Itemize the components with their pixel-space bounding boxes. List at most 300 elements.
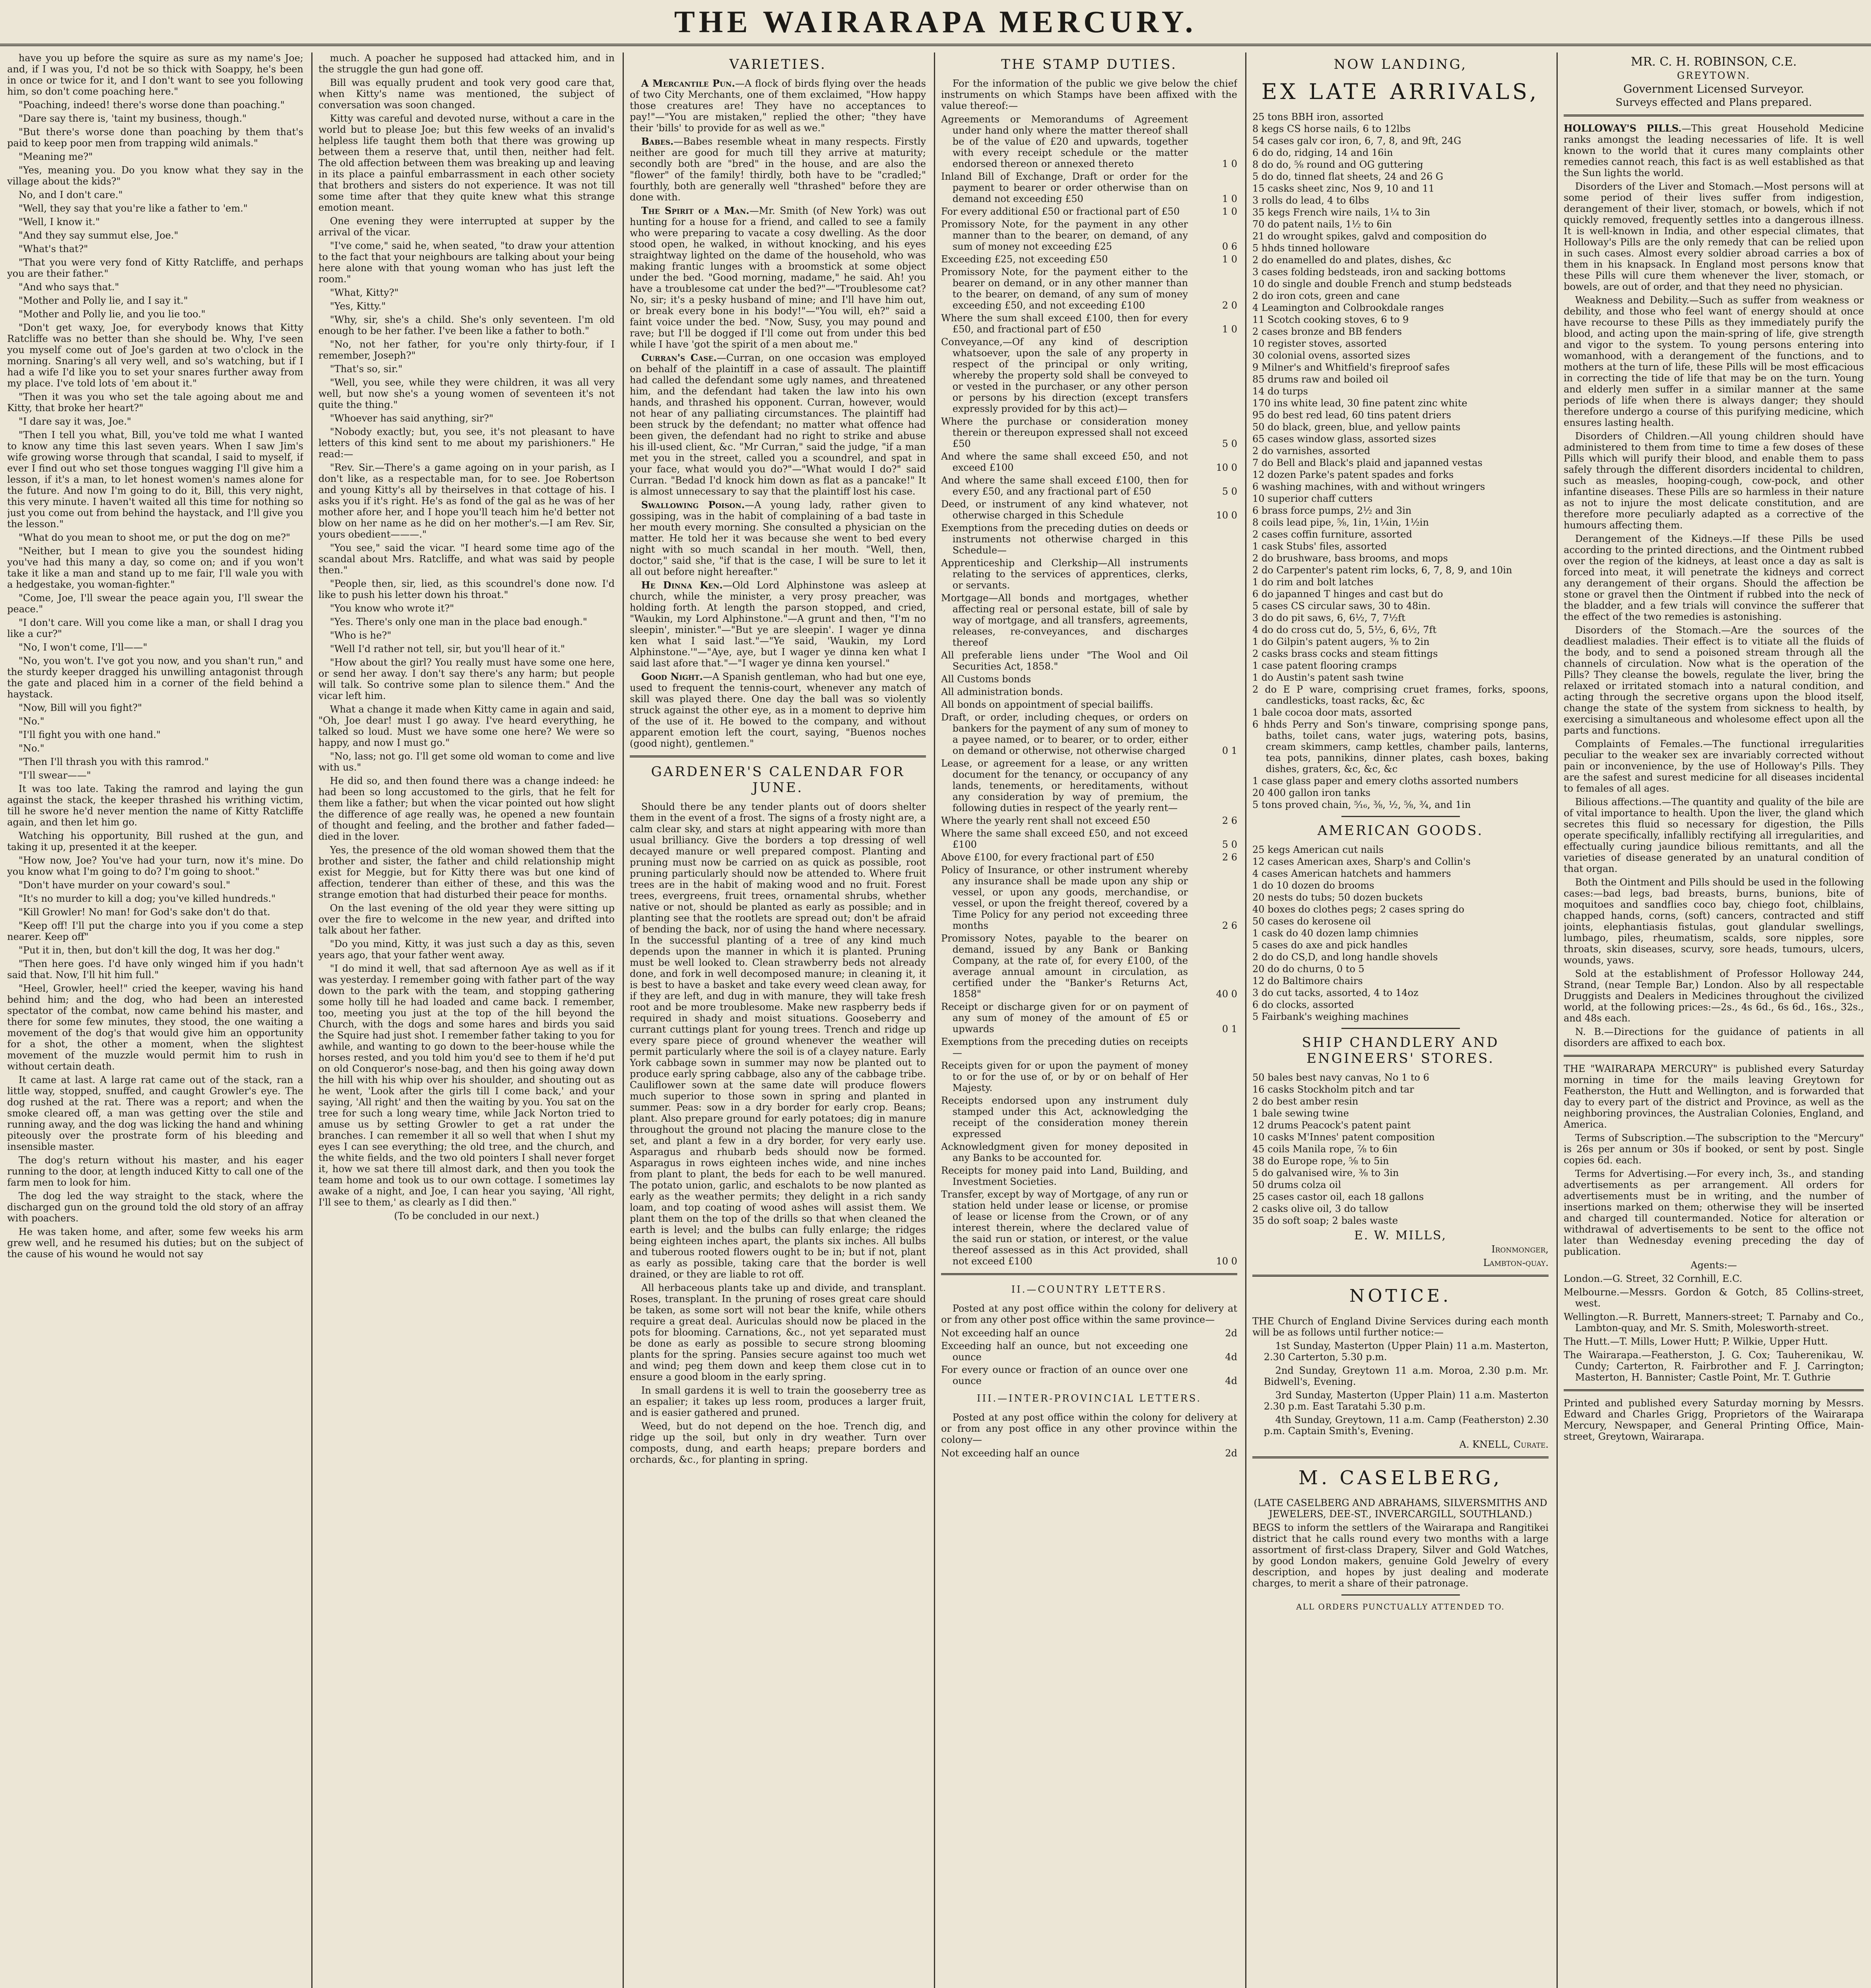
- paragraph: "Why, sir, she's a child. She's only seventeen. I'm old enough to be her father. I've been like a father to both.": [318, 314, 615, 336]
- country-rates-list: [941, 1328, 1237, 1386]
- duty-description: Conveyance,—Of any kind of description whatsoever, upon the sale of any property in respect of the principal or only writing, whereby the property sold shall be conveyed to or vested in the purchaser, or any other person or persons by his direction (except transfers expressly provided for by this act)—: [941, 336, 1188, 414]
- agents-heading: Agents:—: [1690, 1260, 1737, 1271]
- arrival-item: 8 do do, ⅝ round and OG guttering: [1252, 159, 1423, 170]
- paragraph: "Don't have murder on your coward's soul.": [18, 879, 231, 891]
- duty-amount: 1 0: [1222, 206, 1237, 217]
- american-item: 12 do Baltimore chairs: [1252, 975, 1363, 986]
- service-line: 4th Sunday, Greytown, 11 a.m. Camp (Featherston) 2.30 p.m. Captain Smith's, Evening.: [1264, 1414, 1549, 1437]
- american-item: 4 cases American hatchets and hammers: [1252, 868, 1451, 879]
- paragraph: Yes, the presence of the old woman showed them that the brother and sister, the father and child relationship might exist for Meggie, but for Kitty there was but one kind of affection, tenderer than either of these, and this was the strange emotion that had disturbed their peace for months.: [318, 845, 615, 900]
- arrival-item: 30 colonial ovens, assorted sizes: [1252, 350, 1411, 361]
- paragraph: What a change it made when Kitty came in again and said, "Oh, Joe dear! must I go away. I've heard everything, he talked so loud. Must we have some one here? We were so happy, and now I must go.": [318, 704, 615, 748]
- paragraph: "I dare say it was, Joe.": [18, 416, 132, 427]
- duty-description: Exemptions from the preceding duties on receipts—: [941, 1036, 1188, 1058]
- holloway-body: [1564, 181, 1864, 1048]
- duty-description: Mortgage—All bonds and mortgages, whether affecting real or personal estate, bill of sale by way of mortgage, and all transfers, agreements, releases, re-conveyances, and discharges thereof: [941, 592, 1188, 648]
- arrival-item: 6 do do, ridging, 14 and 16in: [1252, 147, 1393, 158]
- paragraph: Watching his opportunity, Bill rushed at the gun, and taking it up, presented it at the keeper.: [7, 830, 303, 852]
- american-item: 25 kegs American cut nails: [1252, 844, 1384, 855]
- american-item: 40 boxes do clothes pegs; 2 cases spring do: [1252, 904, 1465, 915]
- arrival-item: 2 do E P ware, comprising cruet frames, forks, spoons, candlesticks, toast racks, &c, &c: [1252, 684, 1549, 706]
- arrival-item: 1 case patent flooring cramps: [1252, 660, 1397, 671]
- paragraph: "Poaching, indeed! there's worse done than poaching.": [18, 99, 285, 111]
- variety-text: —Old Lord Alphinstone was asleep at church, while the minister, a very prosy preacher, was holding forth. At length the parson stopped, and cried, "Waukin, my Lord Alphinstone."—A grunt and then, "I'm no sleepin', minister."—"But ye are sleepin'. I wager ye dinna ken what I said last."—"Ye said, 'Waukin, my Lord Alphinstone.'"—"Aye, aye, but I wager ye dinna ken what I said last afore that."—"I wager ye dinna ken yoursel.": [630, 580, 926, 669]
- duty-row: [941, 522, 1237, 556]
- paragraph: "I'll fight you with one hand.": [18, 729, 161, 740]
- duty-description: Lease, or agreement for a lease, or any written document for the tenancy, or occupancy of any lands, tenements, or hereditaments, without any consideration by way of premium, the following duties in respect of the yearly rent—: [941, 758, 1188, 813]
- american-item: 2 do do CS,D, and long handle shovels: [1252, 951, 1438, 963]
- arrival-item: 1 do Gilpin's patent augers, ⅜ to 2in: [1252, 636, 1430, 647]
- paragraph: "What's that?": [18, 243, 88, 254]
- duty-row: [941, 699, 1237, 710]
- duty-description: For every additional £50 or fractional part of £50: [941, 206, 1180, 217]
- duty-row: [941, 852, 1237, 863]
- section-divider: [1564, 115, 1864, 116]
- arrival-item: 2 do brushware, bass brooms, and mops: [1252, 553, 1448, 564]
- duty-amount: 4d: [1225, 1351, 1237, 1363]
- paragraph: The Hutt.—T. Mills, Lower Hutt; P. Wilkie, Upper Hutt.: [1564, 1336, 1828, 1347]
- paragraph: "People then, sir, lied, as this scoundrel's done now. I'd like to push his letter down his throat.": [318, 578, 615, 600]
- column-rule: [1557, 52, 1558, 1988]
- duty-row: [941, 1328, 1237, 1339]
- paragraph: On the last evening of the old year they were sitting up over the fire to welcome in the new year, and drifted into talk about her father.: [318, 903, 615, 936]
- duty-row: [941, 1095, 1237, 1140]
- duty-description: Not exceeding half an ounce: [941, 1328, 1080, 1339]
- paragraph: "It's no murder to kill a dog; you've killed hundreds.": [18, 893, 276, 904]
- duty-row: [941, 828, 1237, 850]
- paragraph: Bilious affections.—The quantity and quality of the bile are of vital importance to health. Upon the liver, the gland which secretes this fluid so necessary for digestion, the Pills operate specifically, infallibly rectifying all irregularities, and effectually curing jaundice bilious remittants, and all the varieties of disease generated by an unatural condition of that organ.: [1564, 796, 1864, 874]
- variety-item: [630, 78, 926, 134]
- duty-amount: 5 0: [1222, 839, 1237, 850]
- paragraph: Derangement of the Kidneys.—If these Pills be used according to the printed directions, and the Ointment rubbed over the region of the kidneys, at least once a day as salt is forced into meat, it will penetrate the kidneys and correct any derangement of their organs. Should the affection be stone or gravel then the Ointment if rubbed into the neck of the bladder, and a few trials will convince the sufferer that the effect of the two remedies is astonishing.: [1564, 533, 1864, 622]
- duty-description: And where the same shall exceed £100, then for every £50, and any fractional part of £50: [941, 475, 1188, 497]
- arrival-item: 15 casks sheet zinc, Nos 9, 10 and 11: [1252, 183, 1435, 194]
- american-goods-list: [1252, 844, 1549, 1022]
- column-story-part-2: [318, 52, 615, 1988]
- paragraph: "Don't get waxy, Joe, for everybody knows that Kitty Ratcliffe was no better than she should be. Why, I've seen you myself come out of Joe's garden at two o'clock in the morning. Snaring's all very well, and so's watching, but if I had a wife I'd like you to set your snares further away from my place. I've told lots of 'em about it.": [7, 322, 303, 389]
- duty-row: [941, 1060, 1237, 1093]
- variety-text: —A young lady, rather given to gossiping, was in the habit of complaining of a bad taste in her mouth every morning. She consulted a physician on the matter. He told her it was because she went to bed every night with so much scandal in her mouth. "Well, then, doctor," said she, "if that is the case, I will be sure to let it all out before night hereafter.": [630, 499, 926, 577]
- american-item: 3 do cut tacks, assorted, 4 to 14oz: [1252, 987, 1419, 998]
- ship-item: 2 do best amber resin: [1252, 1096, 1359, 1107]
- variety-item: [630, 671, 926, 749]
- arrival-item: 85 drums raw and boiled oil: [1252, 374, 1389, 385]
- paragraph: Melbourne.—Messrs. Gordon & Gotch, 85 Collins-street, west.: [1564, 1287, 1864, 1309]
- service-line: 3rd Sunday, Masterton (Upper Plain) 11 a.m. Masterton 2.30 p.m. East Taratahi 5.30 p.m.: [1264, 1390, 1549, 1412]
- paragraph: Both the Ointment and Pills should be used in the following cases:—bad legs, bad breasts, burns, bunions, bite of moquitoes and sandflies coco bay, chiego foot, chilblains, chapped hands, corns, (soft) cancers, contracted and stiff joints, elephantiasis fistulas, gout glandular swellings, lumbago, piles, rheumatism, scalds, sore nipples, sore throats, skin diseases, scurvy, sore heads, tumours, ulcers, wounds, yaws.: [1564, 877, 1864, 966]
- paragraph: "No.": [18, 716, 45, 727]
- ship-item: 2 casks olive oil, 3 do tallow: [1252, 1203, 1389, 1214]
- paragraph: "Yes, Kitty.": [330, 301, 386, 312]
- duty-row: [941, 1036, 1237, 1058]
- varieties-list: [630, 78, 926, 749]
- duty-row: [941, 475, 1237, 497]
- variety-title: He Dinna Ken.: [641, 579, 723, 591]
- arrival-item: 1 do Austin's patent sash twine: [1252, 672, 1404, 683]
- arrival-item: 1 bale cocoa door mats, assorted: [1252, 707, 1412, 718]
- paragraph: Wellington.—R. Burrett, Manners-street; T. Parnaby and Co., Lambton-quay, and Mr. S. Smith, Molesworth-street.: [1564, 1311, 1864, 1334]
- column-story-part-1: [7, 52, 303, 1988]
- american-item: 12 cases American axes, Sharp's and Collin's: [1252, 856, 1471, 867]
- duty-description: Inland Bill of Exchange, Draft or order for the payment to bearer or order otherwise than on demand not exceeding £50: [941, 171, 1188, 204]
- paragraph: "And they say summut else, Joe.": [18, 230, 179, 241]
- duty-description: Draft, or order, including cheques, or orders on bankers for the payment of any sum of money to a payee named, or to bearer, or to order, either on demand or otherwise, not otherwise charged: [941, 712, 1188, 756]
- duty-description: Transfer, except by way of Mortgage, of any run or station held under lease or license, or promise of lease or license from the Crown, or of any interest therein, where the declared value of the said run or station, or interest, or the value thereof assessed as in this Act provided, shall not exceed £100: [941, 1189, 1188, 1267]
- duty-description: Above £100, for every fractional part of £50: [941, 852, 1155, 863]
- section-divider: [1564, 1055, 1864, 1057]
- duty-description: Deed, or instrument of any kind whatever, not otherwise charged in this Schedule: [941, 499, 1188, 521]
- paragraph: "Meaning me?": [18, 151, 93, 162]
- duty-amount: 0 6: [1222, 241, 1237, 252]
- arrival-item: 5 tons proved chain, ⁵⁄₁₆, ⅜, ½, ⅝, ¾, and 1in: [1252, 799, 1471, 810]
- ship-item: 10 casks M'Innes' patent composition: [1252, 1132, 1435, 1143]
- duty-amount: 2d: [1225, 1448, 1237, 1459]
- paragraph: It came at last. A large rat came out of the stack, ran a little way, stopped, snuffed, and caught Growler's eye. The dog rushed at the rat. There was a report; and when the smoke cleared off, a man was getting over the stile and running away, and the dog was licking the hand and whining piteously over the prostrate form of his bleeding and insensible master.: [7, 1074, 303, 1152]
- arrival-item: 2 do iron cots, green and cane: [1252, 290, 1400, 301]
- paragraph: All herbaceous plants take up and divide, and transplant. Roses, transplant. In the pruning of roses great care should be taken, as some sort will not bear the knife, while others require a great deal. Auriculas should now be placed in the pots for blooming. Carnations, &c., not yet separated must be done as early as possible to secure strong blooming plants for the spring. Pansies secure against too much wet and wind; peg them down and keep them close cut in to ensure a good bloom in the early spring.: [630, 1282, 926, 1382]
- duty-amount: 4d: [1225, 1375, 1237, 1386]
- arrival-item: 70 do patent nails, 1½ to 6in: [1252, 219, 1392, 230]
- notice-signature: A. KNELL, Curate.: [1459, 1439, 1549, 1450]
- duty-row: [941, 815, 1237, 826]
- paragraph: "Heel, Growler, heel!" cried the keeper, waving his hand behind him; and the dog, who had been an interested spectator of the combat, now came behind his master, and there for some few minutes, they stood, the one waiting a movement of the dog's that would give him an opportunity for a shot, the other a moment, when the slightest movement of the muzzle would permit him to rush in without certain death.: [7, 983, 303, 1072]
- paragraph: "You know who wrote it?": [330, 603, 454, 614]
- duty-row: [941, 254, 1237, 265]
- arrival-item: 5 do do, tinned flat sheets, 24 and 26 G: [1252, 171, 1444, 182]
- paragraph: The dog led the way straight to the stack, where the discharged gun on the ground told the old story of an affray with poachers.: [7, 1190, 303, 1224]
- paragraph: "Keep off! I'll put the charge into you if you come a step nearer. Keep off": [7, 920, 303, 942]
- paragraph: "How about the girl? You really must have some one here, or send her away. I don't say there's any harm; but people will talk. So contrive some plan to silence them." And the vicar left him.: [318, 657, 615, 701]
- variety-title: Good Night.: [641, 671, 703, 682]
- paragraph: "Yes, meaning you. Do you know what they say in the village about the kids?": [7, 165, 303, 187]
- paragraph: Kitty was careful and devoted nurse, without a care in the world but to please Joe; but this few weeks of an invalid's helpless life taught them both that there was growing up between them a reserve that, until then, neither had felt. The old affection between them was breaking up and leaving in its place a painful embarrassment in each other society that brothers and sisters do not experience. It was not till some time after that they quite knew what this strange emotion meant.: [318, 113, 615, 213]
- caselberg-footer: ALL ORDERS PUNCTUALLY ATTENDED TO.: [1296, 1602, 1505, 1611]
- duty-description: All Customs bonds: [941, 674, 1031, 685]
- duty-description: Agreements or Memorandums of Agreement under hand only where the matter thereof shall be of the value of £20 and upwards, together with every receipt schedule or the matter endorsed thereon or annexed thereto: [941, 114, 1188, 169]
- variety-text: —A flock of birds flying over the heads of two City Merchants, one of them exclaimed, "How happy those creatures are! They have no acceptances to pay!"—"You are mistaken," replied the other; "they have their 'bills' to provide for as well as we.": [630, 78, 926, 134]
- now-landing-heading: NOW LANDING,: [1333, 56, 1467, 72]
- arrival-item: 8 kegs CS horse nails, 6 to 12lbs: [1252, 123, 1411, 134]
- arrival-item: 3 rolls do lead, 4 to 6lbs: [1252, 195, 1369, 206]
- american-item: 20 nests do tubs; 50 dozen buckets: [1252, 892, 1423, 903]
- duty-row: [941, 451, 1237, 473]
- duty-row: [941, 336, 1237, 414]
- duty-description: Promissory Note, for the payment in any other manner than to the bearer, on demand, of any sum of money not exceeding £25: [941, 219, 1188, 252]
- duty-description: Exceeding half an ounce, but not exceeding one ounce: [941, 1340, 1188, 1363]
- caselberg-text: BEGS to inform the settlers of the Wairarapa and Rangitikei district that he calls round every two months with a large assortment of first-class Drapery, Silver and Gold Watches, by good London makers, genuine Gold Jewelry of every description, and hopes by just dealing and moderate charges, to merit a share of their patronage.: [1252, 1522, 1549, 1589]
- duty-description: All administration bonds.: [941, 686, 1063, 697]
- notice-intro: THE Church of England Divine Services during each month will be as follows until further notice:—: [1252, 1316, 1549, 1338]
- duty-amount: 0 1: [1222, 745, 1237, 756]
- duty-amount: 2 6: [1222, 852, 1237, 863]
- arrival-item: 95 do best red lead, 60 tins patent driers: [1252, 410, 1451, 421]
- variety-title: Babes.: [641, 136, 674, 147]
- duty-amount: 40 0: [1216, 988, 1237, 1000]
- duty-amount: 5 0: [1222, 438, 1237, 449]
- ship-item: 50 bales best navy canvas, No 1 to 6: [1252, 1072, 1429, 1083]
- duty-description: Promissory Note, for the payment either to the bearer on demand, or in any other manner than to the bearer, on demand, of any sum of money exceeding £50, and not exceeding £100: [941, 266, 1188, 311]
- ship-item: 16 casks Stockholm pitch and tar: [1252, 1084, 1414, 1095]
- american-item: 1 cask do 40 dozen lamp chimnies: [1252, 928, 1419, 939]
- paragraph: "Then I'll thrash you with this ramrod.": [18, 756, 209, 767]
- varieties-heading: VARIETIES.: [729, 56, 827, 72]
- american-item: 1 do 10 dozen do brooms: [1252, 880, 1374, 891]
- paragraph: London.—G. Street, 32 Cornhill, E.C.: [1564, 1273, 1743, 1284]
- section-divider: [1341, 1028, 1460, 1029]
- arrival-item: 10 do single and double French and stump bedsteads: [1252, 278, 1512, 289]
- story-end-note: (To be concluded in our next.): [394, 1210, 539, 1221]
- masthead: [0, 0, 1871, 46]
- paragraph: "I don't care. Will you come like a man, or shall I drag you like a cur?": [7, 617, 303, 639]
- column-rule: [311, 52, 312, 1988]
- ship-item: 45 coils Manila rope, ⅞ to 6in: [1252, 1143, 1397, 1155]
- arrival-item: 25 tons BBH iron, assorted: [1252, 111, 1384, 122]
- variety-title: A Mercantile Pun.: [641, 78, 735, 89]
- paragraph: "Neither, but I mean to give you the soundest hiding you've had this many a day, so come on; and if you won't take it like a man and stand up to me fair, I'll wale you with a hedgestake, you woman-fighter.": [7, 546, 303, 590]
- duty-amount: 1 0: [1222, 324, 1237, 335]
- paragraph: "No.": [18, 743, 45, 754]
- section-divider: [1564, 1389, 1864, 1391]
- paragraph: "Now, Bill will you fight?": [18, 702, 142, 713]
- duty-amount: 1 0: [1222, 158, 1237, 169]
- duty-description: And where the same shall exceed £50, and not exceed £100: [941, 451, 1188, 473]
- ship-item: 1 bale sewing twine: [1252, 1108, 1349, 1119]
- paragraph: have you up before the squire as sure as my name's Joe; and, if I was you, I'd not be so thick with Soappy, he's been in once or twice for it, and I don't want to see you following him, so don't come poaching here.": [7, 52, 303, 97]
- duty-row: [941, 1165, 1237, 1187]
- column-rule: [934, 52, 935, 1988]
- story-body: [318, 52, 615, 1208]
- duty-description: Where the purchase or consideration money therein or thereupon expressed shall not exceed £50: [941, 416, 1188, 449]
- american-item: 50 cases do kerosene oil: [1252, 916, 1371, 927]
- paragraph: Weakness and Debility.—Such as suffer from weakness or debility, and those who feel want of energy should at once have recourse to these Pills as they immediately purify the blood, and acting upon the main-spring of life, give strength and vigor to the system. To young persons entering into womanhood, with a derangement of the functions, and to mothers at the turn of life, these Pills will be most efficacious in correcting the tide of life that may be on the turn. Young and elderly men suffer in a similar manner at the same periods of life when there is always danger; they should therefore undergo a course of this purifying medicine, which ensures lasting health.: [1564, 295, 1864, 428]
- variety-item: [630, 499, 926, 577]
- arrival-item: 1 do rim and bolt latches: [1252, 577, 1374, 588]
- ship-item: 5 do galvanised wire, ⅜ to 3in: [1252, 1167, 1399, 1178]
- garden-body: [630, 801, 926, 1465]
- late-arrivals-heading: EX LATE ARRIVALS,: [1261, 79, 1540, 104]
- duty-description: Where the sum shall exceed £100, then for every £50, and fractional part of £50: [941, 313, 1188, 335]
- paragraph: much. A poacher he supposed had attacked him, and in the struggle the gun had gone off.: [318, 52, 615, 75]
- newspaper-title: THE WAIRARAPA MERCURY.: [674, 4, 1197, 39]
- duty-row: [941, 1189, 1237, 1267]
- duty-amount: 1 0: [1222, 193, 1237, 204]
- paragraph: "Then here goes. I'd have only winged him if you hadn't said that. Now, I'll hit him full.": [7, 958, 303, 980]
- duty-amount: 5 0: [1222, 486, 1237, 497]
- inter-rates-list: [941, 1448, 1237, 1459]
- holloway-first: —This great Household Medicine ranks amongst the leading necessaries of life. It is well known to the world that it cures many complaints other remedies cannot reach, this fact is as well established as that the Sun lights the world.: [1564, 123, 1864, 179]
- arrival-item: 54 cases galv cor iron, 6, 7, 8, and 9ft, 24G: [1252, 135, 1461, 146]
- duty-amount: 2 6: [1222, 920, 1237, 931]
- duty-row: [941, 933, 1237, 1000]
- paragraph: "Mother and Polly lie, and you lie too.": [18, 309, 206, 320]
- arrival-item: 3 do do pit saws, 6, 6½, 7, 7½ft: [1252, 612, 1405, 623]
- imprint: Printed and published every Saturday morning by Messrs. Edward and Charles Grigg, Proprietors of the Wairarapa Mercury, Newspaper, and General Printing Office, Main-street, Greytown, Wairarapa.: [1564, 1398, 1864, 1442]
- variety-item: [630, 352, 926, 497]
- robinson-note: Surveys effected and Plans prepared.: [1615, 97, 1812, 109]
- duty-row: [941, 219, 1237, 252]
- mills-place: Lambton-quay.: [1483, 1257, 1549, 1268]
- paragraph: "Dare say there is, 'taint my business, though.": [18, 113, 247, 124]
- arrival-item: 5 hhds tinned holloware: [1252, 243, 1370, 254]
- paragraph: Disorders of the Stomach.—Are the sources of the deadliest maladies. Their effect is to vitiate all the fluids of the body, and to send a poisoned stream through all the channels of circulation. Now what is the operation of the Pills? They cleanse the bowels, regulate the liver, bring the relaxed or irritated stomach into a natural condition, and acting through the secretive organs upon the blood itself, change the state of the system from sickness to health, by exercising a simultaneous and wholesome effect upon all the parts and functions.: [1564, 625, 1864, 736]
- duty-description: Receipts given for or upon the payment of money to or for the use of, or by or on behalf of Her Majesty.: [941, 1060, 1188, 1093]
- advertising-terms: Terms for Advertising.—For every inch, 3s., and standing advertisements as per arrangement. All orders for advertisements must be in writing, and the number of insertions marked on them; otherwise they will be inserted and charged till countermanded. Notice for alteration or withdrawal of advertisements to be sent to the office not later than Wednesday evening preceding the day of publication.: [1564, 1168, 1864, 1257]
- paragraph: Weed, but do not depend on the hoe. Trench dig, and ridge up the soil, but only in dry weather. Turn over composts, dung, and earth heaps; prepare borders and orchards, &c., for planting in spring.: [630, 1421, 926, 1465]
- arrival-item: 5 cases CS circular saws, 30 to 48in.: [1252, 600, 1431, 612]
- stamp-duties-intro: For the information of the public we give below the chief instruments on which Stamps have been affixed with the value thereof:—: [941, 78, 1237, 111]
- paragraph: "That's so, sir.": [330, 363, 403, 375]
- arrival-item: 12 dozen Parke's patent spades and forks: [1252, 469, 1454, 480]
- paragraph: "Who is he?": [330, 630, 392, 641]
- duty-description: Exemptions from the preceding duties on deeds or instruments not otherwise charged in this Schedule—: [941, 522, 1188, 556]
- paragraph: "What do you mean to shoot me, or put the dog on me?": [18, 532, 291, 543]
- paragraph: The Wairarapa.—Featherston, J. G. Cox; Tauherenikau, W. Cundy; Carterton, R. Fairbrother and F. J. Carrington; Masterton, H. Bannister; Castle Point, Mr. T. Guthrie: [1564, 1349, 1864, 1383]
- stamp-duties-list: [941, 114, 1237, 1267]
- stamp-duties-heading: THE STAMP DUTIES.: [1001, 56, 1177, 72]
- duty-row: [941, 114, 1237, 169]
- duty-row: [941, 712, 1237, 756]
- duty-row: [941, 313, 1237, 335]
- paragraph: It was too late. Taking the ramrod and laying the gun against the stack, the keeper thrashed his writhing victim, till he swore he'd never mention the name of Kitty Ratcliffe again, and then let him go.: [7, 783, 303, 828]
- column-varieties: [630, 52, 926, 1988]
- paragraph: "Well I'd rather not tell, sir, but you'll hear of it.": [330, 643, 565, 654]
- paragraph: Sold at the establishment of Professor Holloway 244, Strand, (near Temple Bar,) London. Also by all respectable Druggists and Dealers in Medicines throughout the civilized world, at the following prices:—2s., 4s 6d., 6s 6d., 16s., 32s., and 48s each.: [1564, 968, 1864, 1024]
- service-line: 1st Sunday, Masterton (Upper Plain) 11 a.m. Masterton, 2.30 Carterton, 5.30 p.m.: [1264, 1340, 1549, 1363]
- inter-letters-text: Posted at any post office within the colony for delivery at or from any post office in any other province within the colony—: [941, 1412, 1237, 1445]
- variety-text: —Mr. Smith (of New York) was out hunting for a house for a friend, and called to see a family who were preparing to vacate a cosy dwelling. As the door stood open, he walked, in without knocking, and his eyes straightway lighted on the dame of the household, who was making frantic lunges with a broomstick at some object under the bed. "Good morning, madame," he said. Ah! you have a troublesome cat under the bed?"—"Troublesome cat? No, sir; it's a pesky husband of mine; and I'll have him out, or break every bone in his body!"—"You will, eh?" said a faint voice under the bed. "Now, Susy, you may pound and rave; but I'll be dogged if I'll come out from under this bed while I have 'got the spirit of a men about me.": [630, 205, 926, 350]
- duty-description: Receipt or discharge given for or on payment of any sum of money of the amount of £5 or upwards: [941, 1001, 1188, 1035]
- variety-title: Curran's Case.: [641, 352, 717, 363]
- service-line: 2nd Sunday, Greytown 11 a.m. Moroa, 2.30 p.m. Mr. Bidwell's, Evening.: [1264, 1365, 1549, 1387]
- ship-item: 50 drums colza oil: [1252, 1179, 1341, 1190]
- duty-row: [941, 206, 1237, 217]
- duty-description: Not exceeding half an ounce: [941, 1448, 1080, 1459]
- paragraph: Complaints of Females.—The functional irregularities peculiar to the weaker sex are invariably corrected without pain or inconvenience, by the use of Holloway's Pills. They are the safest and surest medicine for all diseases incidental to females of all ages.: [1564, 738, 1864, 794]
- robinson-name: MR. C. H. ROBINSON, C.E.: [1630, 55, 1797, 69]
- paragraph: "Whoever has said anything, sir?": [330, 413, 494, 424]
- paragraph: In small gardens it is well to train the gooseberry tree as an espalier; it takes up less room, produces a larger fruit, and is easier gathered and pruned.: [630, 1385, 926, 1418]
- duty-amount: 0 1: [1222, 1023, 1237, 1035]
- ship-item: 12 drums Peacock's patent paint: [1252, 1120, 1411, 1131]
- inter-letters-heading: III.—INTER-PROVINCIAL LETTERS.: [976, 1393, 1201, 1404]
- notice-heading: NOTICE.: [1349, 1286, 1452, 1306]
- duty-row: [941, 1364, 1237, 1386]
- paragraph: "Come, Joe, I'll swear the peace again you, I'll swear the peace.": [7, 592, 303, 615]
- paragraph: The dog's return without his master, and his eager running to the door, at length induced Kitty to call one of the farm men to look for him.: [7, 1155, 303, 1188]
- paragraph: "I'll swear——": [18, 770, 91, 781]
- column-stamp-duties: [941, 52, 1237, 1988]
- arrival-item: 2 do enamelled do and plates, dishes, &c: [1252, 254, 1452, 266]
- arrival-item: 9 Milner's and Whitfield's fireproof safes: [1252, 362, 1450, 373]
- paragraph: "No, I won't come, I'll——": [18, 642, 148, 653]
- agents-list: [1564, 1273, 1864, 1383]
- duty-description: Acknowledgment given for money deposited in any Banks to be accounted for.: [941, 1141, 1188, 1163]
- holloway-intro: [1564, 123, 1864, 179]
- holloway-heading: HOLLOWAY'S PILLS.: [1564, 122, 1682, 134]
- american-item: 5 cases do axe and pick handles: [1252, 940, 1408, 951]
- section-divider: [1341, 1594, 1460, 1596]
- mercury-publication: THE "WAIRARAPA MERCURY" is published every Saturday morning in time for the mails leaving Greytown for Featherston, the Hutt and Wellington, and is forwarded that day to every part of the district and Province, as well as the neighboring provinces, the Australian Colonies, England, and America.: [1564, 1063, 1864, 1130]
- arrival-item: 10 register stoves, assorted: [1252, 338, 1387, 349]
- section-divider: [1252, 1275, 1549, 1277]
- duty-row: [941, 1340, 1237, 1363]
- arrival-item: 2 do varnishes, assorted: [1252, 445, 1370, 456]
- arrival-item: 1 cask Stubs' files, assorted: [1252, 541, 1387, 552]
- duty-amount: 2 0: [1222, 300, 1237, 311]
- paragraph: Disorders of the Liver and Stomach.—Most persons will at some period of their lives suffer from indigestion, derangement of their liver, stomach, or bowels, which if not quickly removed, frequently settles into a dangerous illness. It is well-known in India, and other especial climates, that Holloway's Pills are the only remedy that can be relied upon in such cases. Almost every soldier abroad carries a box of them in his knapsack. In England most persons know that these Pills will cure them whenever the liver, stomach, or bowels, are out of order, and that they need no physician.: [1564, 181, 1864, 292]
- arrival-item: 4 do do cross cut do, 5, 5½, 6, 6½, 7ft: [1252, 624, 1437, 635]
- duty-row: [941, 416, 1237, 449]
- arrival-item: 3 cases folding bedsteads, iron and sacking bottoms: [1252, 266, 1506, 278]
- paragraph: "Mother and Polly lie, and I say it.": [18, 295, 188, 306]
- duty-description: Apprenticeship and Clerkship—All instruments relating to the services of apprentices, clerks, or servants.: [941, 557, 1188, 591]
- duty-row: [941, 1141, 1237, 1163]
- variety-text: —Babes resemble wheat in many respects. Firstly neither are good for much till they arrive at maturity; secondly both are "bred" in the house, and are also the "flower" of the family! thirdly, both have to be "cradled;" fourthly, both are generally well "thrashed" before they are done with.: [630, 136, 926, 203]
- ship-item: 35 do soft soap; 2 bales waste: [1252, 1215, 1398, 1226]
- arrivals-list: [1252, 111, 1549, 810]
- column-rule: [1245, 52, 1246, 1988]
- duty-row: [941, 650, 1237, 672]
- american-item: 5 Fairbank's weighing machines: [1252, 1011, 1409, 1022]
- paragraph: "Then it was you who set the tale agoing about me and Kitty, that broke her heart?": [7, 391, 303, 414]
- variety-item: [630, 580, 926, 669]
- country-letters-text: Posted at any post office within the colony for delivery at or from any other post office within the same province—: [941, 1303, 1237, 1325]
- duty-amount: 2 6: [1222, 815, 1237, 826]
- arrival-item: 65 cases window glass, assorted sizes: [1252, 433, 1436, 445]
- paragraph: "No, lass; not go. I'll get some old woman to come and live with us.": [318, 751, 615, 773]
- caselberg-subtitle: (LATE CASELBERG AND ABRAHAMS, SILVERSMITHS AND JEWELERS, DEE-ST., INVERCARGILL, SOUTHLAND.): [1254, 1497, 1547, 1520]
- paragraph: "Well, I know it.": [18, 216, 100, 227]
- arrival-item: 2 cases coffin furniture, assorted: [1252, 529, 1412, 540]
- arrival-item: 20 400 gallon iron tanks: [1252, 787, 1371, 798]
- duty-description: Where the yearly rent shall not exceed £50: [941, 815, 1151, 826]
- paragraph: "No, you won't. I've got you now, and you shan't run," and the sturdy keeper dragged his unwilling antagonist through the gate and placed him in a corner of the field behind a haystack.: [7, 655, 303, 700]
- column-notices: [1564, 52, 1864, 1988]
- paragraph: "Rev. Sir.—There's a game agoing on in your parish, as I don't like, as a respectable man, for to see. Joe Robertson and young Kitty's all by theirselves in that cottage of his. I asks you if it's right. He's as fond of the gal as he was of her mother afore her, and I hope you'll teach him he'd better not blow on her name as he did on her mother's.—I am Rev. Sir, yours obedient———.": [318, 462, 615, 540]
- duty-row: [941, 674, 1237, 685]
- variety-title: The Spirit of a Man.: [641, 205, 749, 216]
- mills-role: Ironmonger,: [1491, 1244, 1549, 1255]
- duty-description: Policy of Insurance, or other instrument whereby any insurance shall be made upon any ship or vessel, or upon any goods, merchandise, or vessel, or upon the freight thereof, covered by a Time Policy for any period not exceeding three months: [941, 864, 1188, 931]
- paragraph: "That you were very fond of Kitty Ratcliffe, and perhaps you are their father.": [7, 257, 303, 279]
- paragraph: "I've come," said he, when seated, "to draw your attention to the fact that your neighbours are talking about your being here alone with that young woman who has just left the room.": [318, 240, 615, 285]
- arrival-item: 11 Scotch cooking stoves, 6 to 9: [1252, 314, 1409, 325]
- american-item: 20 do do churns, 0 to 5: [1252, 963, 1364, 975]
- ship-item: 25 cases castor oil, each 18 gallons: [1252, 1191, 1424, 1202]
- arrival-item: 21 do wrought spikes, galvd and composition do: [1252, 231, 1487, 242]
- caselberg-name: M. CASELBERG,: [1298, 1467, 1503, 1489]
- duty-description: Exceeding £25, not exceeding £50: [941, 254, 1108, 265]
- paragraph: "But there's worse done than poaching by them that's paid to keep poor men from trapping wild animals.": [7, 126, 303, 149]
- subscription-terms: Terms of Subscription.—The subscription to the "Mercury" is 26s per annum or 30s if booked, or sent by post. Single copies 6d. each.: [1564, 1132, 1864, 1166]
- arrival-item: 8 coils lead pipe, ⅝, 1in, 1¼in, 1½in: [1252, 517, 1429, 528]
- duty-row: [941, 864, 1237, 931]
- paragraph: "Well, you see, while they were children, it was all very well, but now she's a young women of seventeen it's not quite the thing.": [318, 377, 615, 410]
- paragraph: N. B.—Directions for the guidance of patients in all disorders are affixed to each box.: [1564, 1026, 1864, 1048]
- paragraph: Should there be any tender plants out of doors shelter them in the event of a frost. The signs of a frosty night are, a calm clear sky, and stars at night appearing with more than usual brilliancy. Give the borders a top dressing of well decayed manure or well prepared compost. Planting and pruning must now be carried on as quick as possible, root pruning particularly should now be attended to. Where fruit trees are in the habit of making wood and no fruit. Forest trees, evergreens, fruit trees, ornamental shrubs, whether native or not, should be planted as early as possible; and in planting see that the rootlets are spread out; don't be afraid of bending the back, nor of using the hand where necessary. In the successful planting of a tree of any kind much depends upon the manner in which it is planted. Pruning must be well looked to. Clean strawberry beds not already done, and fork in well decomposed manure; in cleaning it, it is best to have a basket and take every weed clean away, for if they are left, and dug in with manure, they will take fresh root and be more troublesome. Make new raspberry beds if required in shady and moist situations. Gooseberry and currant cuttings plant for young trees. Trench and ridge up every spare piece of ground whenever the weather will permit particularly where the soil is of a clayey nature. Early York cabbage sown in summer may now be planted out to produce early spring cabbage, also any of the cabbage tribe. Cauliflower sown at the same date will produce flowers much superior to those sown in spring and planted in summer. Peas: sow in a dry border for early crop. Beans; plant. Also prepare ground for early potatoes; dig in manure throughout the ground not placing the manure close to the set, and plant a few in a dry border, for very early use. Asparagus and rhubarb beds should now be formed. Asparagus in rows eighteen inches wide, and nine inches from plant to plant, the beds for each to be well manured. The potato union, garlic, and eschalots to be now planted as early as the weather permits; they delight in a rich sandy loam, and top coating of wood ashes will assist them. We plant them on the top of the drills so that when cleaned the earth is level; and the bulbs can fully enlarge; the ridges being eighteen inches apart, the plants six inches. All bulbs and tuberous rooted flowers ought to be in; but if not, plant as early as possible, taking care that the border is well drained, or they are liable to rot off.: [630, 801, 926, 1280]
- duty-description: Receipts endorsed upon any instrument duly stamped under this Act, acknowledging the receipt of the consideration money therein expressed: [941, 1095, 1188, 1140]
- duty-description: Receipts for money paid into Land, Building, and Investment Societies.: [941, 1165, 1188, 1187]
- duty-amount: 2d: [1225, 1328, 1237, 1339]
- paragraph: "What, Kitty?": [330, 287, 399, 298]
- section-divider: [941, 1273, 1237, 1275]
- duty-row: [941, 266, 1237, 311]
- paragraph: "Kill Growler! No man! for God's sake don't do that.: [18, 907, 270, 918]
- ship-item: 38 do Europe rope, ⅝ to 5in: [1252, 1155, 1389, 1167]
- paragraph: "Do you mind, Kitty, it was just such a day as this, seven years ago, that your father went away.: [318, 938, 615, 961]
- duty-description: Promissory Notes, payable to the bearer on demand, issued by any Bank or Banking Company, at the rate of, for every £100, of the average annual amount in circulation, as certified under the "Banker's Returns Act, 1858": [941, 933, 1188, 1000]
- section-divider: [1341, 816, 1460, 817]
